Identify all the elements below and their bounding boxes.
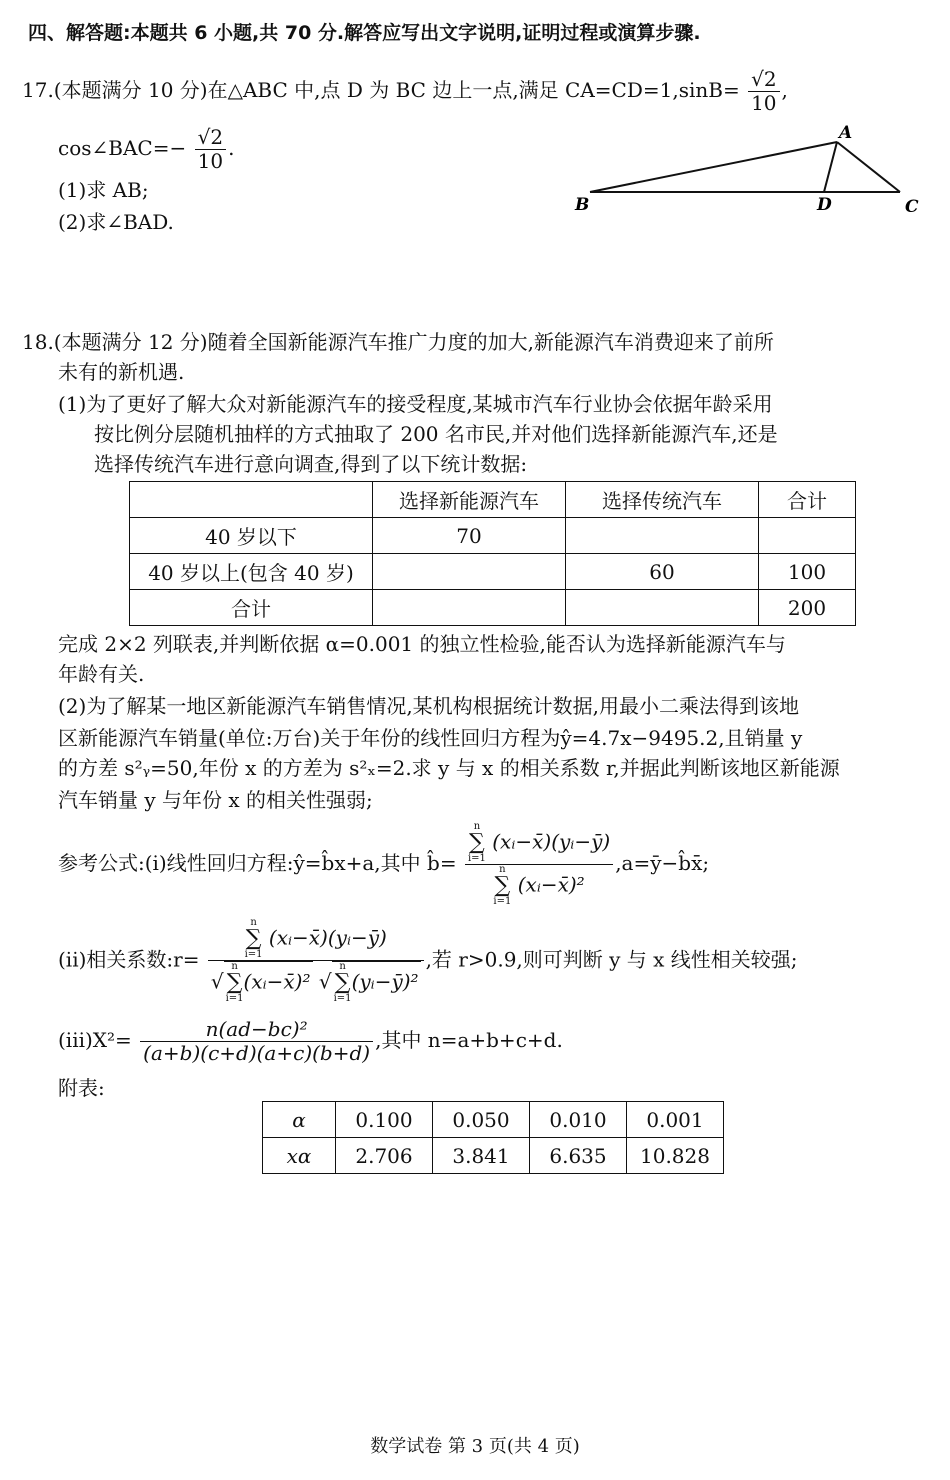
label-b: B (575, 195, 590, 215)
q18-p2-line1: (2)为了解某一地区新能源汽车销售情况,某机构根据统计数据,用最小二乘法得到该地 (58, 694, 800, 718)
q17-cos-num: √2 (195, 126, 226, 150)
table-row (130, 518, 856, 554)
table-row (130, 554, 856, 590)
sum-symbol: n ∑ i=1 (244, 917, 263, 960)
formula-i-prefix: 参考公式:(i)线性回归方程:ŷ=b̂x+a,其中 b̂= (58, 851, 457, 875)
table-header: 选择新能源汽车 (373, 482, 566, 518)
table-header: 合计 (759, 482, 856, 518)
table-cell: 0.100 (336, 1102, 433, 1138)
q17-sinb-fraction (748, 68, 779, 115)
table-cell (373, 554, 566, 590)
table-row (263, 1138, 724, 1174)
table-header: 选择传统汽车 (566, 482, 759, 518)
formula-ii-den: √ n ∑ i=1 (xᵢ−x̄)² √ n ∑ i=1 (yᵢ−ȳ)² (210, 961, 419, 1004)
formula-iii (58, 1018, 563, 1065)
label-d: D (817, 195, 832, 215)
sum-symbol: n ∑ i=1 (333, 961, 352, 1004)
table-header (130, 482, 373, 518)
formula-i-fraction (465, 822, 613, 907)
label-a: A (839, 123, 853, 143)
formula-iii-fraction (140, 1018, 373, 1065)
q18-p1-after2: 年龄有关. (58, 662, 145, 686)
q18-p1-line3: 选择传统汽车进行意向调查,得到了以下统计数据: (94, 452, 528, 476)
formula-iii-den: (a+b)(c+d)(a+c)(b+d) (143, 1041, 371, 1065)
q17-cos-fraction (195, 126, 226, 173)
table-cell: 200 (759, 590, 856, 626)
formula-i-den: n ∑ i=1 (xᵢ−x̄)² (493, 864, 585, 907)
formula-i-suffix: ,a=ȳ−b̂x̄; (615, 851, 710, 875)
segment-ad (824, 142, 837, 192)
q17-cos-prefix: cos∠BAC=− (58, 136, 187, 160)
triangle-figure (565, 118, 925, 228)
q17-intro: 17.(本题满分 10 分)在△ABC 中,点 D 为 BC 边上一点,满足 CA=CD=1,sinB= (22, 78, 740, 102)
table-cell: 70 (373, 518, 566, 554)
page-footer: 数学试卷 第 3 页(共 4 页) (370, 1436, 580, 1457)
q18-p1-line2: 按比例分层随机抽样的方式抽取了 200 名市民,并对他们选择新能源汽车,还是 (94, 422, 778, 446)
q17-part1: (1)求 AB; (58, 178, 149, 202)
table-cell: 60 (566, 554, 759, 590)
q18-intro-line1: 18.(本题满分 12 分)随着全国新能源汽车推广力度的加大,新能源汽车消费迎来了前所 (22, 330, 774, 354)
formula-ii-prefix: (ii)相关系数:r= (58, 947, 200, 972)
critical-value-table (262, 1101, 724, 1174)
table-row (130, 590, 856, 626)
table-cell: α (263, 1102, 336, 1138)
table-cell: 10.828 (627, 1138, 724, 1174)
formula-i-num: n ∑ i=1 (xᵢ−x̄)(yᵢ−ȳ) (465, 822, 613, 865)
table-header-row (130, 482, 856, 518)
table-cell (373, 590, 566, 626)
q17-intro-line: 17.(本题满分 10 分)在△ABC 中,点 D 为 BC 边上一点,满足 CA=CD=1,sinB= $\frac{√2}{10}$ , (22, 67, 788, 115)
table-cell: 0.001 (627, 1102, 724, 1138)
table-cell: 合计 (130, 590, 373, 626)
table-cell: 6.635 (530, 1138, 627, 1174)
side-ac (837, 142, 900, 192)
sum-symbol: n ∑ i=1 (225, 961, 244, 1004)
q18-p1-after1: 完成 2×2 列联表,并判断依据 α=0.001 的独立性检验,能否认为选择新能源汽车与 (58, 632, 786, 656)
formula-ii-num: n ∑ i=1 (xᵢ−x̄)(yᵢ−ȳ) (208, 918, 424, 961)
q17-cos-suffix: . (228, 136, 235, 160)
table-row (263, 1102, 724, 1138)
formula-iii-suffix: ,其中 n=a+b+c+d. (375, 1028, 563, 1052)
formula-i (58, 822, 709, 907)
sum-symbol: n ∑ i=1 (493, 864, 512, 907)
q17-cos-den: 10 (197, 149, 224, 173)
formula-ii (58, 918, 798, 1004)
table-cell: 0.050 (433, 1102, 530, 1138)
table-cell: 2.706 (336, 1138, 433, 1174)
sum-symbol: n ∑ i=1 (467, 821, 486, 864)
q17-sinb-num: √2 (748, 68, 779, 92)
table-cell: 3.841 (433, 1138, 530, 1174)
formula-ii-suffix: ,若 r>0.9,则可判断 y 与 x 线性相关较强; (425, 947, 798, 972)
table-cell: 40 岁以下 (130, 518, 373, 554)
q17-cos-line (58, 126, 234, 173)
appendix-label: 附表: (58, 1076, 105, 1100)
table-cell: 40 岁以上(包含 40 岁) (130, 554, 373, 590)
q18-p2-line2: 区新能源汽车销量(单位:万台)关于年份的线性回归方程为ŷ=4.7x−9495.2,且销量 y (58, 726, 803, 750)
q18-p2-line4: 汽车销量 y 与年份 x 的相关性强弱; (58, 788, 373, 812)
side-ab (590, 142, 837, 192)
table-cell (566, 590, 759, 626)
section-title: 四、解答题:本题共 6 小题,共 70 分.解答应写出文字说明,证明过程或演算步骤. (28, 22, 701, 44)
formula-iii-num: n(ad−bc)² (140, 1018, 373, 1042)
q17-sinb-den: 10 (751, 91, 777, 115)
label-c: C (905, 197, 919, 217)
table-cell: xα (263, 1138, 336, 1174)
formula-iii-prefix: (iii)X²= (58, 1028, 132, 1052)
table-cell: 0.010 (530, 1102, 627, 1138)
contingency-table (129, 481, 856, 626)
q18-intro-line2: 未有的新机遇. (58, 360, 185, 384)
table-cell (566, 518, 759, 554)
q17-part2: (2)求∠BAD. (58, 210, 174, 234)
q18-p2-line3: 的方差 s²ᵧ=50,年份 x 的方差为 s²ₓ=2.求 y 与 x 的相关系数 r,并据此判断该地区新能源 (58, 756, 840, 780)
q18-p1-line1: (1)为了更好了解大众对新能源汽车的接受程度,某城市汽车行业协会依据年龄采用 (58, 392, 773, 416)
formula-ii-fraction (208, 918, 424, 1004)
table-cell: 100 (759, 554, 856, 590)
table-cell (759, 518, 856, 554)
